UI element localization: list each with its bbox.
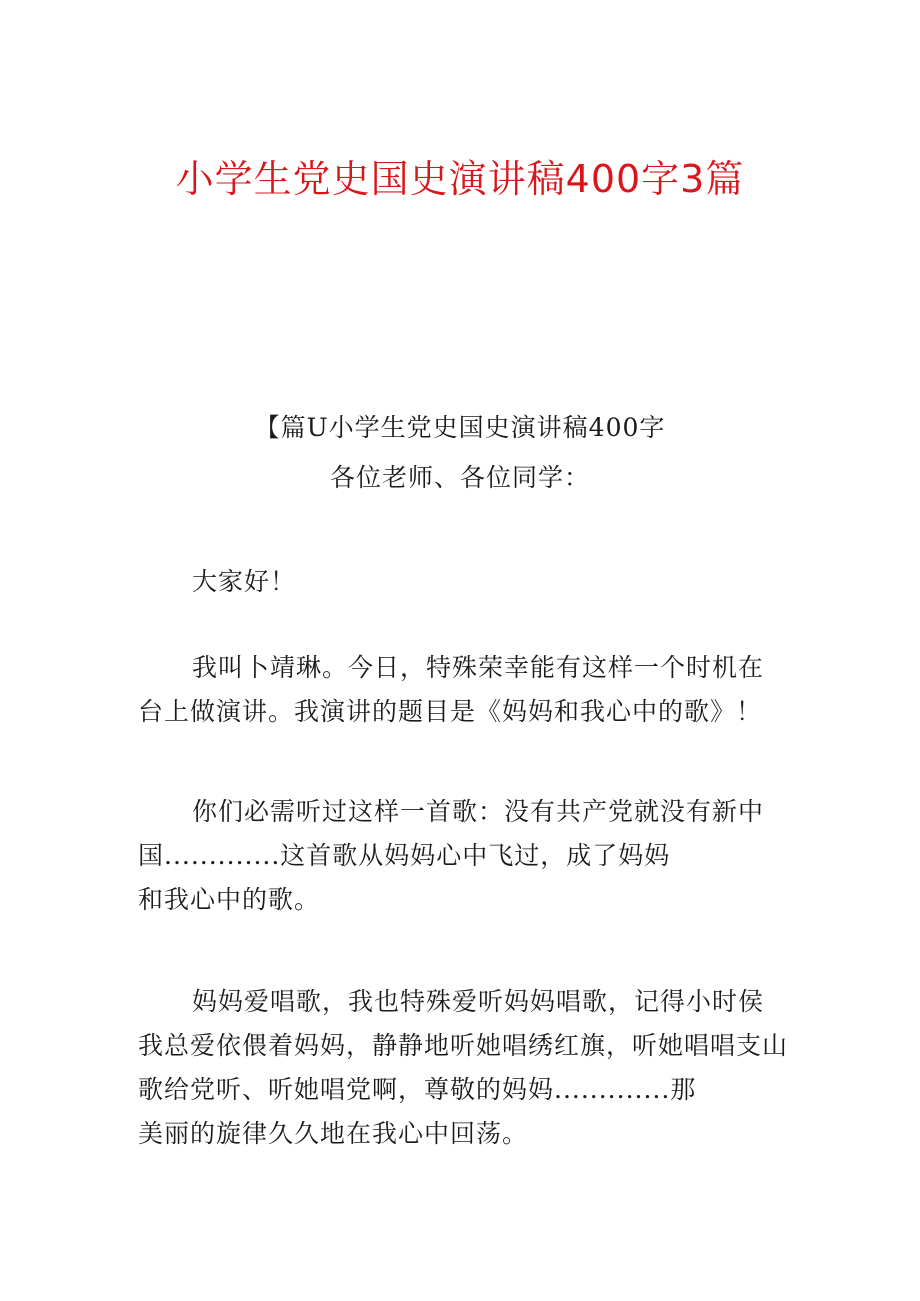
paragraph-line: 妈妈爱唱歌，我也特殊爱听妈妈唱歌，记得小时侯 [192,987,765,1016]
paragraph-line: 台上做演讲。我演讲的题目是《妈妈和我心中的歌》！ [138,697,763,726]
paragraph-1 [138,560,788,604]
paragraph-line: 大家好！ [192,567,297,596]
greeting-line: 各位老师、各位同学： [329,463,590,492]
paragraph-line: 国.............这首歌从妈妈心中飞过，成了妈妈 [138,841,671,870]
section-heading: 【篇U小学生党史国史演讲稿400字 [254,413,666,442]
paragraph-line: 歌给党听、听她唱党啊，尊敬的妈妈.............那 [138,1075,697,1104]
paragraph-line: 你们必需听过这样一首歌：没有共产党就没有新中 [192,797,765,826]
paragraph-2 [138,646,788,734]
paragraph-3 [138,790,788,922]
paragraph-line: 我总爱依偎着妈妈，静静地听她唱绣红旗，听她唱唱支山 [138,1031,789,1060]
paragraph-line: 我叫卜靖琳。今日，特殊荣幸能有这样一个时机在 [192,653,765,682]
paragraph-line: 美丽的旋律久久地在我心中回荡。 [138,1119,529,1148]
paragraph-line: 和我心中的歌。 [138,885,321,914]
document-title: 小学生党史国史演讲稿400字3篇 [175,157,745,201]
paragraph-4 [138,980,788,1156]
